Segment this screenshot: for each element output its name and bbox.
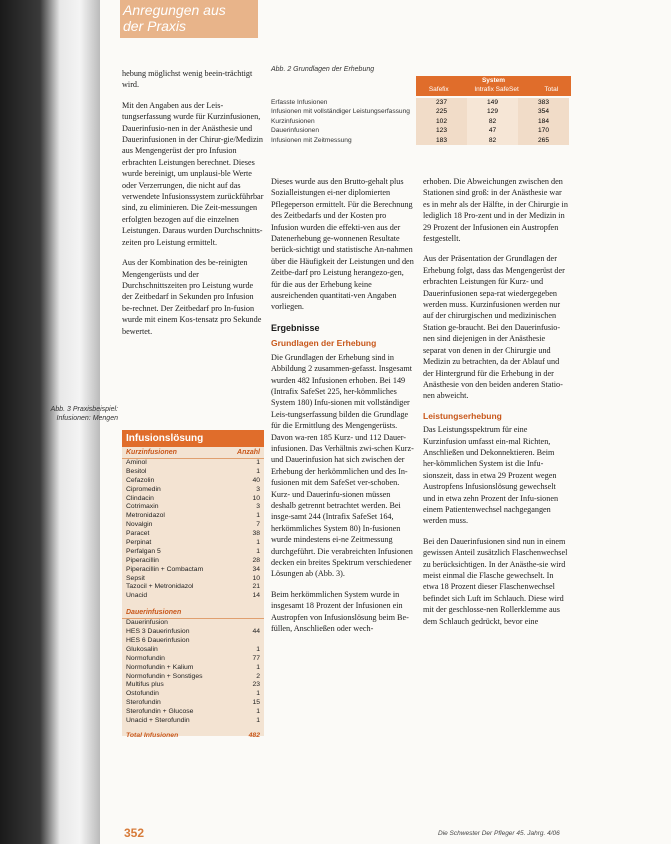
table-row — [122, 619, 264, 628]
row-label: Besitol — [126, 467, 147, 475]
subheading: Leistungserhebung — [423, 410, 502, 421]
row-value: 23 — [252, 681, 260, 689]
cell-value: 184 — [518, 117, 569, 126]
table-row — [122, 548, 264, 557]
row-label: Novalgin — [126, 521, 153, 529]
row-value: 1 — [256, 459, 260, 466]
row-label: Piperacillin + Combactam — [126, 565, 204, 573]
table-row — [122, 628, 264, 637]
long-infusion-rows — [122, 619, 264, 726]
table-row — [122, 575, 264, 584]
table-row — [122, 512, 264, 521]
paragraph: Aus der Kombination des be-reinigten Mengengerüsts und der Durchschnittszeiten pro Leistung wurde der Zeitbedarf in Sekunden pro Infusion be-rechnet. Der Zeitbedarf pro In-fusion wurde mit einem Kos-tensatz pro Sekunde bewertet. — [122, 258, 262, 336]
row-value: 15 — [252, 699, 260, 707]
table-row — [122, 637, 264, 646]
row-label: Dauerinfusion — [126, 619, 168, 627]
row-value: 1 — [256, 547, 260, 555]
row-label: Infusionen mit vollständiger Leistungserfassung — [271, 108, 410, 116]
row-label: HES 6 Dauerinfusion — [126, 637, 190, 645]
journal-reference: Die Schwester Der Pfleger 45. Jahrg. 4/06 — [438, 830, 560, 837]
row-value: 44 — [252, 628, 260, 636]
row-label: Unacid + Sterofundin — [126, 717, 190, 725]
table-row — [122, 503, 264, 512]
cell-value: 383 — [518, 98, 569, 107]
paragraph: Die Grundlagen der Erhebung sind in Abbildung 2 zusammen-gefasst. Insgesamt wurden 482 Infusionen erhoben. Bei 149 (Intrafix SafeSet 225, her-kömmliches System 180) Infu-sionen mit vollständiger Leis-tungserfassung bilden die Grundlage für die Ermittlung des Mengengerüsts. Davon wa-ren 185 Kurz- und 112 Dauer-infusionen. Das Verhältnis zwi-schen Kurz- und Dauerinfusion hat sich zwischen der Erhebung der herkömmlichen und des In-fusionen mit dem SafeSet ver-schoben. Kurz- und Dauerinfu-sionen müssen deshalb getrennt betrachtet werden. Bei insge-samt 244 (Intrafix SafeSet 164, herkömmliches System 80) In-fusionen wurde mindestens ei-ne Zeitmessung durchgeführt. Die verabreichten Infusionen decken ein breites Spektrum verschiedener Lösungen ab (Abb. 3). — [271, 352, 414, 579]
table-row — [122, 708, 264, 717]
figure-2-table — [271, 66, 571, 144]
table-row — [122, 592, 264, 601]
table-body — [271, 98, 571, 145]
table-row — [122, 557, 264, 566]
paragraph: erhoben. Die Abweichungen zwischen den Stationen sind groß: in der Anästhesie war es in mehr als der Hälfte, in der Chirurgie in lediglich 18 Pro-zent und in der Medizin in 29 Prozent der Infusionen ein Austropfen festgestellt. — [423, 177, 568, 244]
row-value: 1 — [256, 539, 260, 547]
cell-value: 102 — [416, 117, 467, 126]
infobox-section-long — [122, 607, 264, 619]
row-label: Ostofundin — [126, 690, 159, 698]
row-label: Perpinat — [126, 539, 152, 547]
section-label: Kurzinfusionen — [126, 449, 177, 456]
text-column-3 — [423, 176, 568, 636]
row-value: 7 — [256, 521, 260, 529]
table-row — [122, 566, 264, 575]
paragraph: Dieses wurde aus den Brutto-gehalt plus Sozialleistungen ei-ner diplomierten Pflegeperson ermittelt. Für die Berechnung des Zeitbedarfs und der Kosten pro Infusion wurden die effekti-ven aus der Datenerhebung ge-wonnenen Resultate berück-sichtigt und statistische An-nahmen über die Häufigkeit der Leistungen und den Zeitbe-darf pro Leistung herangezo-gen, für die aus der Erhebung keine ausreichenden quantitati-ven Angaben vorliegen. — [271, 177, 414, 312]
table-row — [122, 486, 264, 495]
cell-value: 82 — [467, 136, 518, 145]
subheading: Grundlagen der Erhebung — [271, 338, 377, 349]
table-row — [271, 117, 571, 126]
row-label: Normofundin + Sonstiges — [126, 672, 203, 680]
row-value: 28 — [252, 556, 260, 564]
row-label: Aminol — [126, 459, 147, 466]
text-column-1 — [122, 68, 264, 346]
table-row — [122, 655, 264, 664]
infobox-title: Infusionslösung — [122, 430, 264, 447]
table-row — [122, 681, 264, 690]
cell-value: 225 — [416, 107, 467, 116]
row-label: Unacid — [126, 592, 148, 600]
table-row — [122, 664, 264, 673]
row-value: 1 — [256, 467, 260, 475]
row-value: 3 — [256, 503, 260, 511]
row-value: 10 — [252, 574, 260, 582]
row-value: 1 — [256, 717, 260, 725]
table-row — [271, 98, 571, 107]
table-col-header: Safefix — [428, 86, 449, 93]
row-value: 1 — [256, 512, 260, 520]
row-value: 38 — [252, 530, 260, 538]
page-number: 352 — [124, 826, 145, 840]
row-value: 1 — [256, 708, 260, 716]
section-title — [123, 2, 226, 34]
row-value: 1 — [256, 645, 260, 653]
row-label: Sepsit — [126, 574, 145, 582]
cell-value: 47 — [467, 126, 518, 135]
section-title-line1: Anregungen aus — [123, 2, 226, 18]
table-row — [122, 646, 264, 655]
row-label: Perfalgan 5 — [126, 547, 161, 555]
infobox-total — [122, 726, 264, 739]
row-label: Sterofundin + Glucose — [126, 708, 194, 716]
paragraph: Das Leistungsspektrum für eine Kurzinfusion umfasst ein-mal Richten, Anschließen und Dekonnektieren. Beim her-kömmlichen System ist die Infu-sionszeit, dass in etwa 29 Prozent wegen Austropfens Infusionslösung gewechselt und in etwa zehn Prozent der Infu-sionen einem Patientenwechsel nachgegangen werden muss. — [423, 425, 559, 526]
row-label: Normofundin — [126, 654, 165, 662]
total-value: 482 — [248, 731, 260, 739]
table-col-header: Total — [544, 86, 559, 93]
table-header — [416, 76, 571, 96]
paragraph: Aus der Präsentation der Grundlagen der Erhebung folgt, dass das Mengengerüst der erbrachten Leistungen für Kurz- und Dauerinfusionen sepa-rat wiedergegeben werden muss. Kurzinfusionen werden nur auf der chirurgischen und medizinischen Station ge-braucht. Bei den Dauerinfusio-nen sind diejenigen in der Anästhesie separat von denen in der Chirurgie und Medizin zu betrachten, da der Ablauf und der Hintergrund für die Erhebung in der Anästhesie von den beiden anderen Statio-nen abweicht. — [423, 254, 565, 401]
row-value: 10 — [252, 494, 260, 502]
table-row — [122, 477, 264, 486]
table-row — [122, 459, 264, 468]
row-label: Sterofundin — [126, 699, 161, 707]
table-row — [122, 583, 264, 592]
paragraph: Bei den Dauerinfusionen sind nun in einem gewissen Anteil zusätzlich Flaschenwechsel zu berücksichtigen. In der Anästhe-sie wird meist einmal die Flasche gewechselt. In etwa 18 Prozent dieser Flaschenwechsel befindet sich Luft im Schlauch. Diese wird mit der geschlosse-nen Rollerklemme aus dem Schlauch gedrückt, bevor eine — [423, 536, 568, 626]
row-value: 77 — [252, 654, 260, 662]
table-row — [122, 468, 264, 477]
cell-value: 82 — [467, 117, 518, 126]
paragraph: Beim herkömmlichen System wurde in insgesamt 18 Prozent der Infusionen ein Austropfen von Infusionslösung beim Be-füllen, Anschließen oder wech- — [271, 589, 409, 634]
row-label: Cefazolin — [126, 476, 155, 484]
table-row — [122, 539, 264, 548]
table-row — [122, 717, 264, 726]
table-row — [271, 107, 571, 116]
table-row — [122, 699, 264, 708]
row-label: Normofundin + Kalium — [126, 663, 194, 671]
cell-value: 123 — [416, 126, 467, 135]
row-value: 21 — [252, 583, 260, 591]
row-value: 40 — [252, 476, 260, 484]
infobox-section-short — [122, 447, 264, 459]
row-label: Tazocil + Metronidazol — [126, 583, 194, 591]
cell-value: 265 — [518, 136, 569, 145]
row-label: Cipromedin — [126, 485, 161, 493]
table-row — [122, 673, 264, 682]
row-value: 3 — [256, 485, 260, 493]
short-infusion-rows — [122, 459, 264, 601]
row-label: Multifus plus — [126, 681, 164, 689]
row-label: Glukosalin — [126, 645, 158, 653]
table-row — [122, 530, 264, 539]
figure-2-caption: Abb. 2 Grundlagen der Erhebung — [271, 66, 375, 73]
total-label: Total Infusionen — [126, 731, 179, 739]
table-row — [122, 521, 264, 530]
table-group-header: System — [481, 77, 506, 84]
figure-3-caption: Abb. 3 Praxisbeispiel: Infusionen: Mengen — [50, 406, 118, 422]
heading-results: Ergebnisse — [271, 322, 320, 333]
table-row — [122, 495, 264, 504]
paragraph: Mit den Angaben aus der Leis-tungserfassung wurde für Kurzinfusionen, Dauerinfusio-nen in der Anästhesie und Dauerinfusionen in der Chirur-gie/Medizin aus Mengengerüst der pro Infusion erbrachten Leistungen berechnet. Dieses wurde bereinigt, um unplausi-ble Werte oder Verzerrungen, die nicht auf das verwendete Infusionssystem zurückführbar sind, zu eliminieren. Die Zeit-messungen erfolgten bezogen auf die einzelnen Leistungen. Daraus wurden Durchschnitts-zeiten pro Leistung ermittelt. — [122, 100, 264, 247]
table-row — [271, 126, 571, 135]
section-col: Anzahl — [237, 449, 260, 456]
row-value: 1 — [256, 690, 260, 698]
cell-value: 183 — [416, 136, 467, 145]
row-label: Dauerinfusionen — [271, 127, 320, 135]
row-label: Infusionen mit Zeitmessung — [271, 136, 352, 144]
cell-value: 170 — [518, 126, 569, 135]
row-label: Piperacillin — [126, 556, 159, 564]
cell-value: 354 — [518, 107, 569, 116]
row-label: Kurzinfusionen — [271, 117, 315, 125]
paragraph: hebung möglichst wenig beein-trächtigt wird. — [122, 69, 253, 90]
cell-value: 237 — [416, 98, 467, 107]
row-label: Erfasste Infusionen — [271, 99, 328, 106]
row-value: 1 — [256, 663, 260, 671]
section-title-line2: der Praxis — [123, 18, 187, 34]
row-value: 34 — [252, 565, 260, 573]
row-label: Paracet — [126, 530, 150, 538]
text-column-2 — [271, 176, 414, 643]
table-row — [122, 690, 264, 699]
row-value: 14 — [252, 592, 260, 600]
row-label: Cotrimaxin — [126, 503, 159, 511]
row-value: 2 — [256, 672, 260, 680]
infusion-list-box — [122, 430, 264, 739]
row-label: HES 3 Dauerinfusion — [126, 628, 190, 636]
row-label: Metronidazol — [126, 512, 165, 520]
section-label: Dauerinfusionen — [126, 609, 182, 617]
table-col-header: Intrafix SafeSet — [474, 86, 519, 93]
row-label: Clindacin — [126, 494, 154, 502]
cell-value: 129 — [467, 107, 518, 116]
table-row — [271, 136, 571, 145]
cell-value: 149 — [467, 98, 518, 107]
